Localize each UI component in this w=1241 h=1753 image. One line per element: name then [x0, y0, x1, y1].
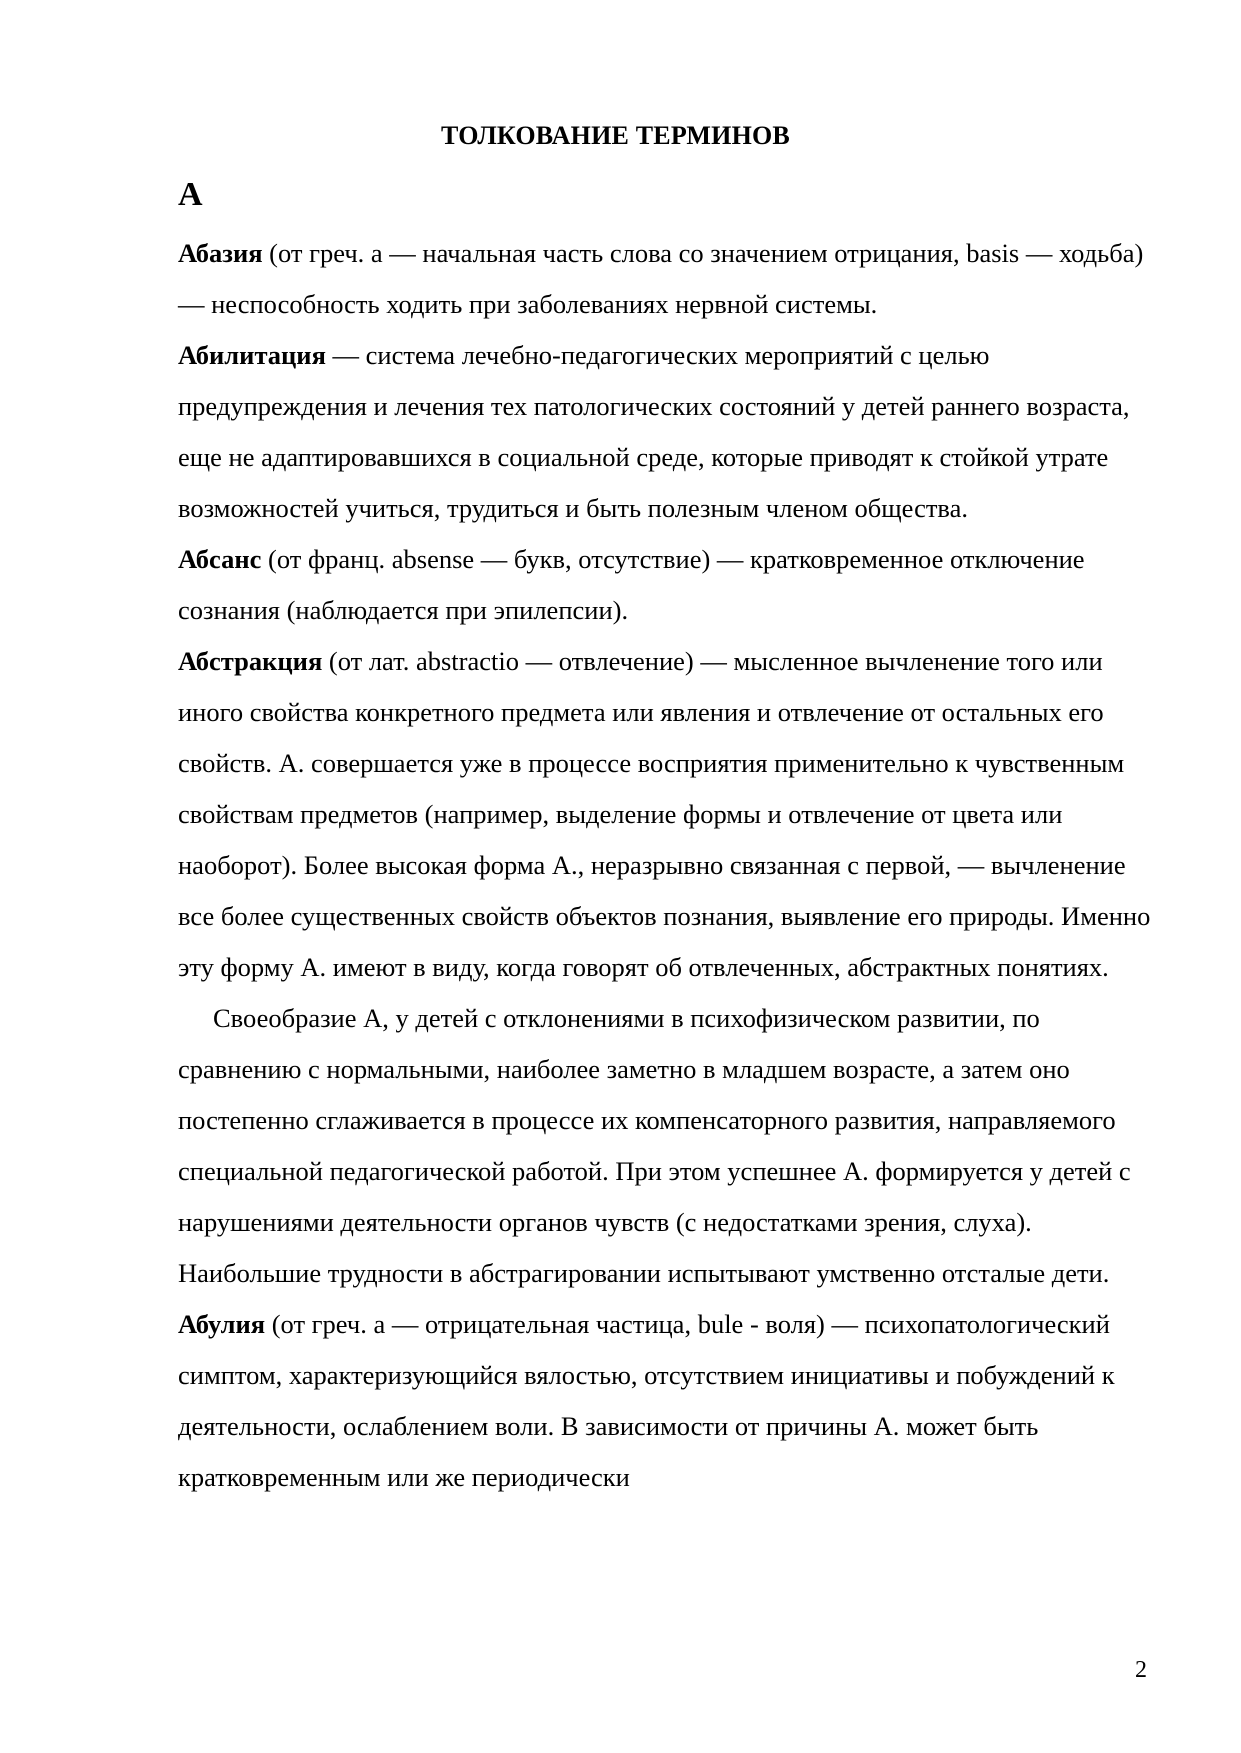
definition-abulia: (от греч. а — отрицательная частица, bule - воля) — психопатологический симптом, характеризующийся вялостью, отсутствием инициативы и побуждений к деятельности, ослаблением воли. В зависимости от причины А. может быть кратковременным или же периодически: [178, 1309, 1115, 1492]
term-abilitatsia: Абилитация: [178, 340, 326, 370]
definition-absans: (от франц. absense — букв, отсутствие) — кратковременное отключение сознания (наблюдается при эпилепсии).: [178, 544, 1085, 625]
glossary-entry-abstraktsia: [178, 636, 1168, 993]
definition-abilitatsia: — система лечебно-педагогических мероприятий с целью предупреждения и лечения тех патологических состояний у детей раннего возраста, еще не адаптировавшихся в социальной среде, которые приводят к стойкой утрате возможностей учиться, трудиться и быть полезным членом общества.: [178, 340, 1130, 523]
document-body: [178, 228, 1168, 1503]
term-abulia: Абулия: [178, 1309, 266, 1339]
paragraph-abstraktsia-continued: Своеобразие А, у детей с отклонениями в психофизическом развитии, по сравнению с нормальными, наиболее заметно в младшем возрасте, а затем оно постепенно сглаживается в процессе их компенсаторного развития, направляемого специальной педагогической работой. При этом успешнее А. формируется у детей с нарушениями деятельности органов чувств (с недостатками зрения, слуха). Наибольшие трудности в абстрагировании испытывают умственно отсталые дети.: [178, 1003, 1131, 1288]
glossary-entry-abulia: [178, 1299, 1168, 1503]
glossary-entry-abilitatsia: [178, 330, 1168, 534]
definition-abazia: (от греч. а — начальная часть слова со значением отрицания, basis — ходьба)— неспособность ходить при заболеваниях нервной системы.: [178, 238, 1144, 319]
page-title: ТОЛКОВАНИЕ ТЕРМИНОВ: [441, 121, 790, 150]
page-number: 2: [1135, 1657, 1147, 1683]
glossary-entry-abazia: [178, 228, 1168, 330]
term-abstraktsia: Абстракция: [178, 646, 323, 676]
term-abazia: Абазия: [178, 238, 263, 268]
glossary-entry-absans: [178, 534, 1168, 636]
term-absans: Абсанс: [178, 544, 262, 574]
section-letter: А: [178, 176, 203, 213]
definition-abstraktsia: (от лат. abstractio — отвлечение) — мысленное вычленение того или иного свойства конкретного предмета или явления и отвлечение от остальных его свойств. А. совершается уже в процессе восприятия применительно к чувственным свойствам предметов (например, выделение формы и отвлечение от цвета или наоборот). Более высокая форма А., неразрывно связанная с первой, — вычленение все более существенных свойств объектов познания, выявление его природы. Именно эту форму А. имеют в виду, когда говорят об отвлеченных, абстрактных понятиях.: [178, 646, 1151, 982]
